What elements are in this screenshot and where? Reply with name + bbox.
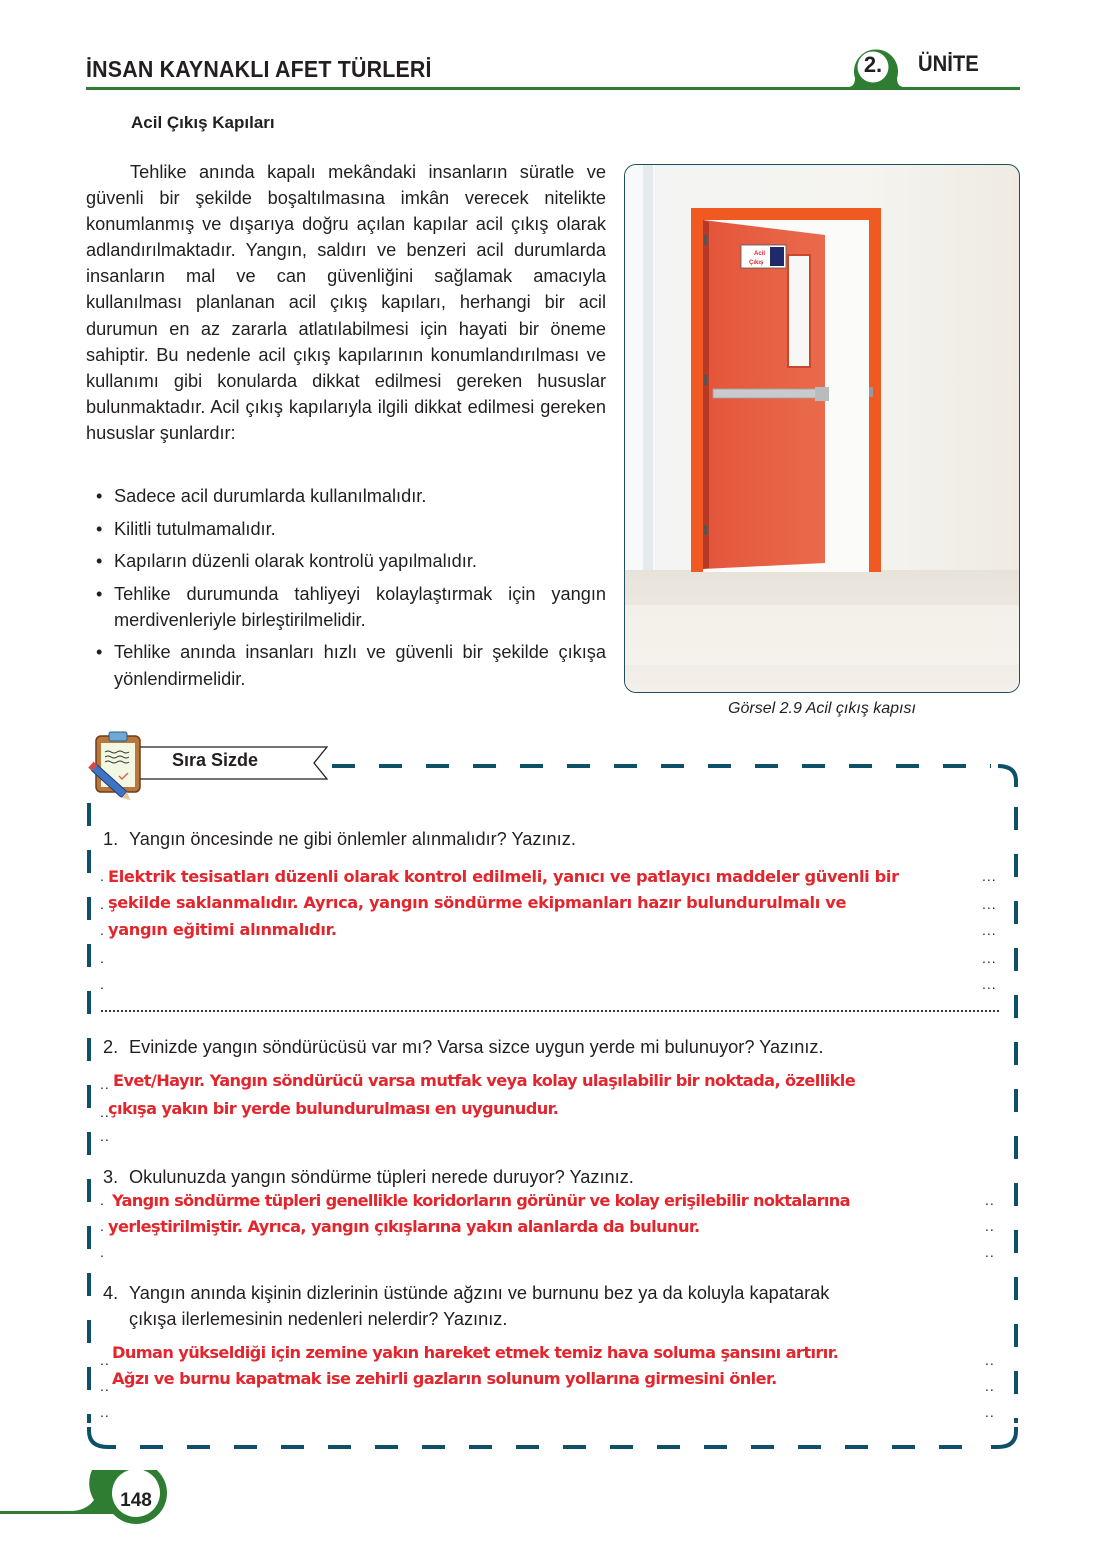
unit-number: 2. (863, 52, 883, 77)
clipboard-pencil-icon (88, 730, 148, 802)
paragraph-text: Tehlike anında kapalı mekândaki insanların süratle ve güvenli bir şekilde boşaltılmasına imkân verecek nitelikte konumlanmış ve dışarıya doğru açılan kapılar acil çıkış olarak adlandırılmaktadır. Yangın, saldırı ve benzeri acil durumlarda insanların mal ve can güvenliğini sağlamak amacıyla kullanılması planlanan acil çıkış kapıları, herhangi bir acil durumun en az zararla atlatılabilmesi için hayati bir öneme sahiptir. Bu nedenle acil çıkış kapılarının konumlandırılması ve kullanımı gibi konularda dikkat edilmesi gereken hususlar bulunmaktadır. Acil çıkış kapılarıyla ilgili dikkat edilmesi gereken hususlar şunlardır: (86, 162, 606, 443)
answer-1-line-2: şekilde saklanmalıdır. Ayrıca, yangın söndürme ekipmanları hazır bulundurulmalı ve (108, 893, 847, 912)
bullet-item: • Tehlike anında insanları hızlı ve güvenli bir şekilde çıkışa yönlendirmelidir. (86, 639, 606, 691)
answer-4-line-2: Ağzı ve burnu kapatmak ise zehirli gazların solunum yollarına girmesini önler. (112, 1369, 777, 1388)
bullet-item: • Kapıların düzenli olarak kontrolü yapılmalıdır. (86, 548, 606, 574)
answer-1-line-1: Elektrik tesisatları düzenli olarak kontrol edilmeli, yanıcı ve patlayıcı maddeler güvenli bir (108, 867, 899, 886)
answer-2-line-2: çıkışa yakın bir yerde bulundurulması en uygunudur. (108, 1099, 559, 1118)
answer-2-line-1: Evet/Hayır. Yangın söndürücü varsa mutfak veya kolay ulaşılabilir bir noktada, özellikle (113, 1071, 856, 1090)
answer-3-line-1: Yangın söndürme tüpleri genellikle koridorların görünür ve kolay erişilebilir noktalarına (112, 1191, 850, 1210)
chapter-title: İNSAN KAYNAKLI AFET TÜRLERİ (86, 56, 432, 82)
answer-dotted-line (101, 1010, 999, 1012)
section-title: Acil Çıkış Kapıları (131, 113, 275, 132)
answer-1-line-3: yangın eğitimi alınmalıdır. (108, 920, 337, 939)
question-1: 1. Yangın öncesinde ne gibi önlemler alınmalıdır? Yazınız. (103, 829, 576, 849)
bullet-list (86, 483, 606, 698)
question-3: 3. Okulunuzda yangın söndürme tüpleri nerede duruyor? Yazınız. (103, 1167, 634, 1187)
door-illustration (625, 165, 1020, 693)
bullet-item: • Tehlike durumunda tahliyeyi kolaylaştırmak için yangın merdivenleriyle birleştirilmelidir. (86, 581, 606, 633)
sign-text: Acil (754, 251, 766, 257)
answer-3-line-2: yerleştirilmiştir. Ayrıca, yangın çıkışlarına yakın alanlarda da bulunur. (108, 1217, 700, 1236)
svg-text:Çıkış: Çıkış (749, 260, 764, 266)
page-number: 148 (120, 1490, 152, 1511)
emergency-door-photo (624, 164, 1020, 693)
bullet-item: • Sadece acil durumlarda kullanılmalıdır. (86, 483, 606, 509)
unit-label: ÜNİTE (918, 51, 979, 76)
bullet-item: • Kilitli tutulmamalıdır. (86, 516, 606, 542)
question-2: 2. Evinizde yangın söndürücüsü var mı? Varsa sizce uygun yerde mi bulunuyor? Yazınız. (103, 1037, 824, 1057)
figure-caption: Görsel 2.9 Acil çıkış kapısı (728, 700, 916, 717)
activity-label: Sıra Sizde (172, 750, 259, 770)
question-4: 4. Yangın anında kişinin dizlerinin üstünde ağzını ve burnunu bez ya da koluyla kapatarak çıkışa ilerlemesinin nedenleri nelerdir? Yazınız. (103, 1283, 830, 1329)
section-paragraph (86, 159, 606, 446)
answer-4-line-1: Duman yükseldiği için zemine yakın hareket etmek temiz hava soluma şansını artırır. (112, 1343, 839, 1362)
